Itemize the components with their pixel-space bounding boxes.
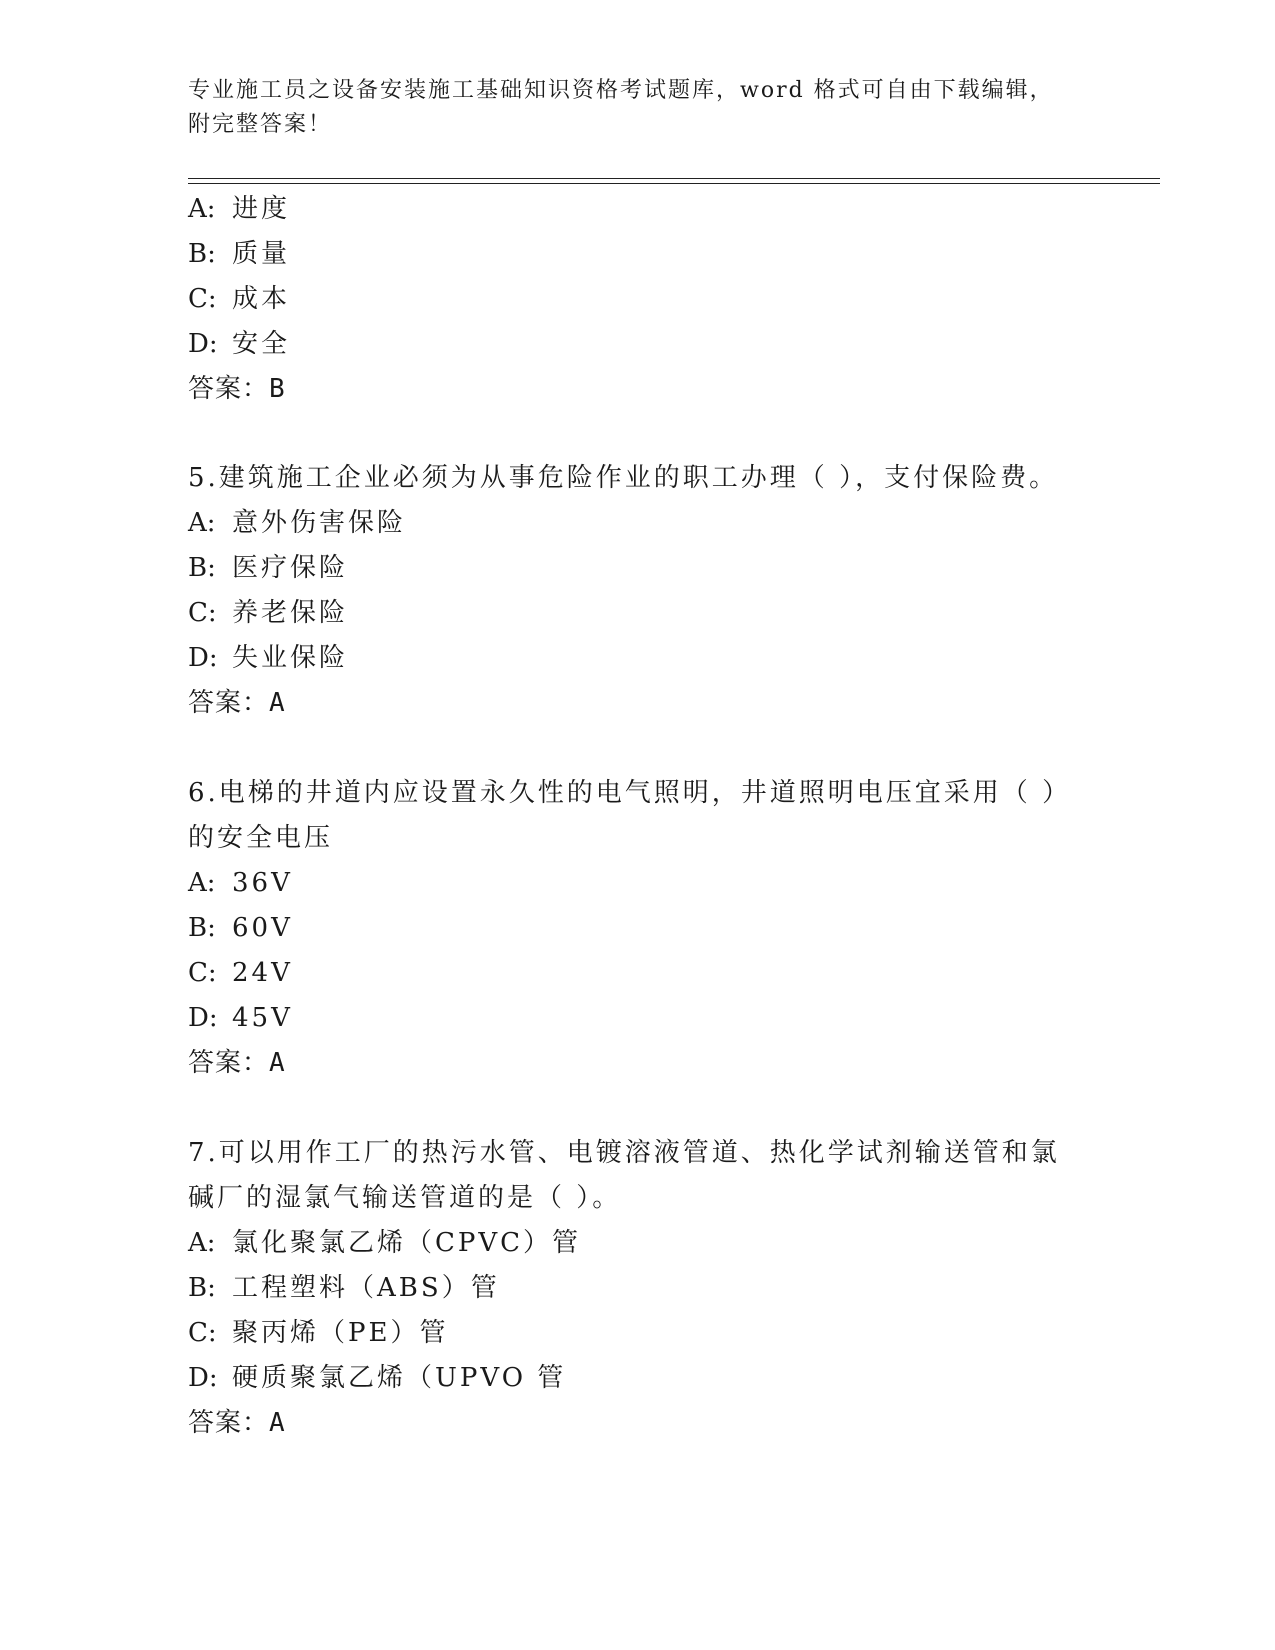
option-key: C: [188, 284, 217, 314]
q5-option-d [188, 641, 348, 675]
option-key: A: [188, 868, 216, 898]
q6-option-d [188, 1001, 293, 1035]
option-key: C: [188, 1318, 217, 1348]
option-key: A: [188, 508, 216, 538]
option-text: 60V [232, 913, 293, 943]
option-text: 36V [232, 868, 293, 898]
answer-label: 答案： [188, 374, 270, 404]
option-key: D: [188, 1363, 218, 1393]
option-key: A: [188, 194, 216, 224]
option-key: B: [188, 239, 216, 269]
answer-value: A [269, 1048, 286, 1078]
option-text: 失业保险 [232, 643, 349, 673]
header-divider-bottom [188, 183, 1160, 184]
q6-option-b [188, 911, 293, 945]
option-text: 养老保险 [232, 598, 349, 628]
option-text: 硬质聚氯乙烯（UPVO 管 [232, 1363, 567, 1393]
q4-option-c [188, 282, 290, 316]
q7-option-a [188, 1226, 581, 1260]
header-divider-top [188, 178, 1160, 179]
option-key: D: [188, 1003, 218, 1033]
q5-option-a [188, 506, 406, 540]
option-text: 进度 [232, 194, 291, 224]
option-text: 聚丙烯（PE）管 [232, 1318, 449, 1348]
answer-label: 答案： [188, 688, 270, 718]
q4-option-d [188, 327, 290, 361]
q6-option-c [188, 956, 293, 990]
option-key: C: [188, 598, 217, 628]
q7-option-d [188, 1361, 566, 1395]
q5-stem: 5.建筑施工企业必须为从事危险作业的职工办理（ ），支付保险费。 [188, 463, 1059, 493]
q5-answer [188, 686, 286, 720]
option-key: B: [188, 553, 216, 583]
option-text: 质量 [232, 239, 291, 269]
q6-answer [188, 1046, 286, 1080]
q7-stem-line-1: 7.可以用作工厂的热污水管、电镀溶液管道、热化学试剂输送管和氯 [188, 1138, 1060, 1168]
option-text: 意外伤害保险 [232, 508, 407, 538]
option-text: 工程塑料（ABS）管 [232, 1273, 500, 1303]
q6-stem-line-1: 6.电梯的井道内应设置永久性的电气照明，井道照明电压宜采用（ ） [188, 778, 1072, 808]
option-text: 成本 [232, 284, 291, 314]
option-key: C: [188, 958, 217, 988]
q4-option-a [188, 192, 290, 226]
option-key: A: [188, 1228, 216, 1258]
option-key: B: [188, 1273, 216, 1303]
q7-answer [188, 1406, 286, 1440]
answer-label: 答案： [188, 1048, 270, 1078]
answer-value: B [269, 374, 286, 404]
answer-value: A [269, 688, 286, 718]
option-text: 医疗保险 [232, 553, 349, 583]
option-text: 安全 [232, 329, 291, 359]
q5-option-c [188, 596, 348, 630]
q5-option-b [188, 551, 348, 585]
q6-option-a [188, 866, 293, 900]
option-key: D: [188, 329, 218, 359]
q7-option-b [188, 1271, 500, 1305]
q7-option-c [188, 1316, 448, 1350]
document-header [188, 74, 1088, 142]
option-text: 24V [232, 958, 293, 988]
answer-value: A [269, 1408, 286, 1438]
q6-stem-line-2: 的安全电压 [188, 823, 334, 853]
q7-stem-line-2: 碱厂的湿氯气输送管道的是（ ）。 [188, 1183, 622, 1213]
option-key: B: [188, 913, 216, 943]
answer-label: 答案： [188, 1408, 270, 1438]
q4-answer [188, 372, 286, 406]
option-text: 45V [232, 1003, 293, 1033]
q4-option-b [188, 237, 290, 271]
header-line-2: 附完整答案！ [188, 112, 333, 137]
header-line-1: 专业施工员之设备安装施工基础知识资格考试题库，word 格式可自由下载编辑， [188, 78, 1054, 103]
option-key: D: [188, 643, 218, 673]
option-text: 氯化聚氯乙烯（CPVC）管 [232, 1228, 582, 1258]
